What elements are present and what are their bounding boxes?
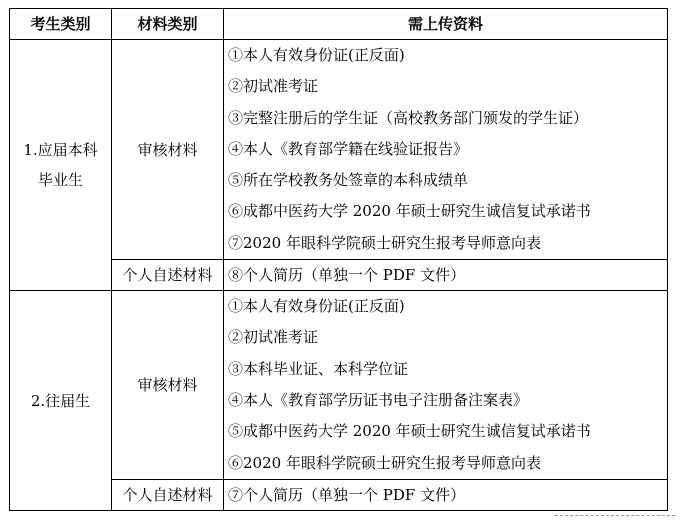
list-item: ⑤所在学校教务处签章的本科成绩单 [228, 171, 469, 190]
review-items-cell [224, 291, 668, 480]
header-required-materials: 需上传资料 [224, 9, 668, 40]
list-item: ①本人有效身份证(正反面) [228, 46, 405, 64]
list-item: ③完整注册后的学生证（高校教务部门颁发的学生证） [228, 108, 589, 127]
category-label-line2: 毕业生 [37, 171, 83, 190]
list-item: ⑥成都中医药大学 2020 年硕士研究生诚信复试承诺书 [228, 202, 591, 221]
list-item: ⑧个人简历（单独一个 PDF 文件） [228, 266, 466, 285]
statement-item-cell [224, 480, 668, 511]
list-item: ②初试准考证 [228, 77, 319, 96]
review-items-cell [224, 40, 668, 260]
list-item: ①本人有效身份证(正反面) [228, 297, 405, 316]
table-row [10, 291, 668, 480]
list-item: ⑥2020 年眼科学院硕士研究生报考导师意向表 [228, 453, 541, 472]
category-cell-fresh-graduate [10, 40, 112, 291]
category-label-line1: 2.往届生 [30, 391, 91, 410]
list-item: ②初试准考证 [228, 328, 319, 347]
header-material-type: 材料类别 [112, 9, 224, 40]
table-row [10, 40, 668, 260]
statement-label-cell: 个人自述材料 [112, 480, 224, 511]
review-label-cell: 审核材料 [112, 291, 224, 480]
materials-table [9, 8, 668, 511]
page-footer-divider [555, 512, 675, 516]
list-item: ④本人《教育部学历证书电子注册备注案表》 [228, 390, 529, 409]
list-item: ③本科毕业证、本科学位证 [228, 359, 409, 378]
list-item: ④本人《教育部学籍在线验证报告》 [228, 139, 469, 158]
list-item: ⑦2020 年眼科学院硕士研究生报考导师意向表 [228, 233, 541, 252]
statement-item-cell [224, 260, 668, 291]
category-cell-past-graduate [10, 291, 112, 511]
statement-label-cell: 个人自述材料 [112, 260, 224, 291]
list-item: ⑦个人简历（单独一个 PDF 文件） [228, 486, 466, 505]
header-row [10, 9, 668, 40]
review-label-cell: 审核材料 [112, 40, 224, 260]
list-item: ⑤成都中医药大学 2020 年硕士研究生诚信复试承诺书 [228, 422, 591, 441]
header-category: 考生类别 [10, 9, 112, 40]
category-label-line1: 1.应届本科 [23, 141, 98, 160]
